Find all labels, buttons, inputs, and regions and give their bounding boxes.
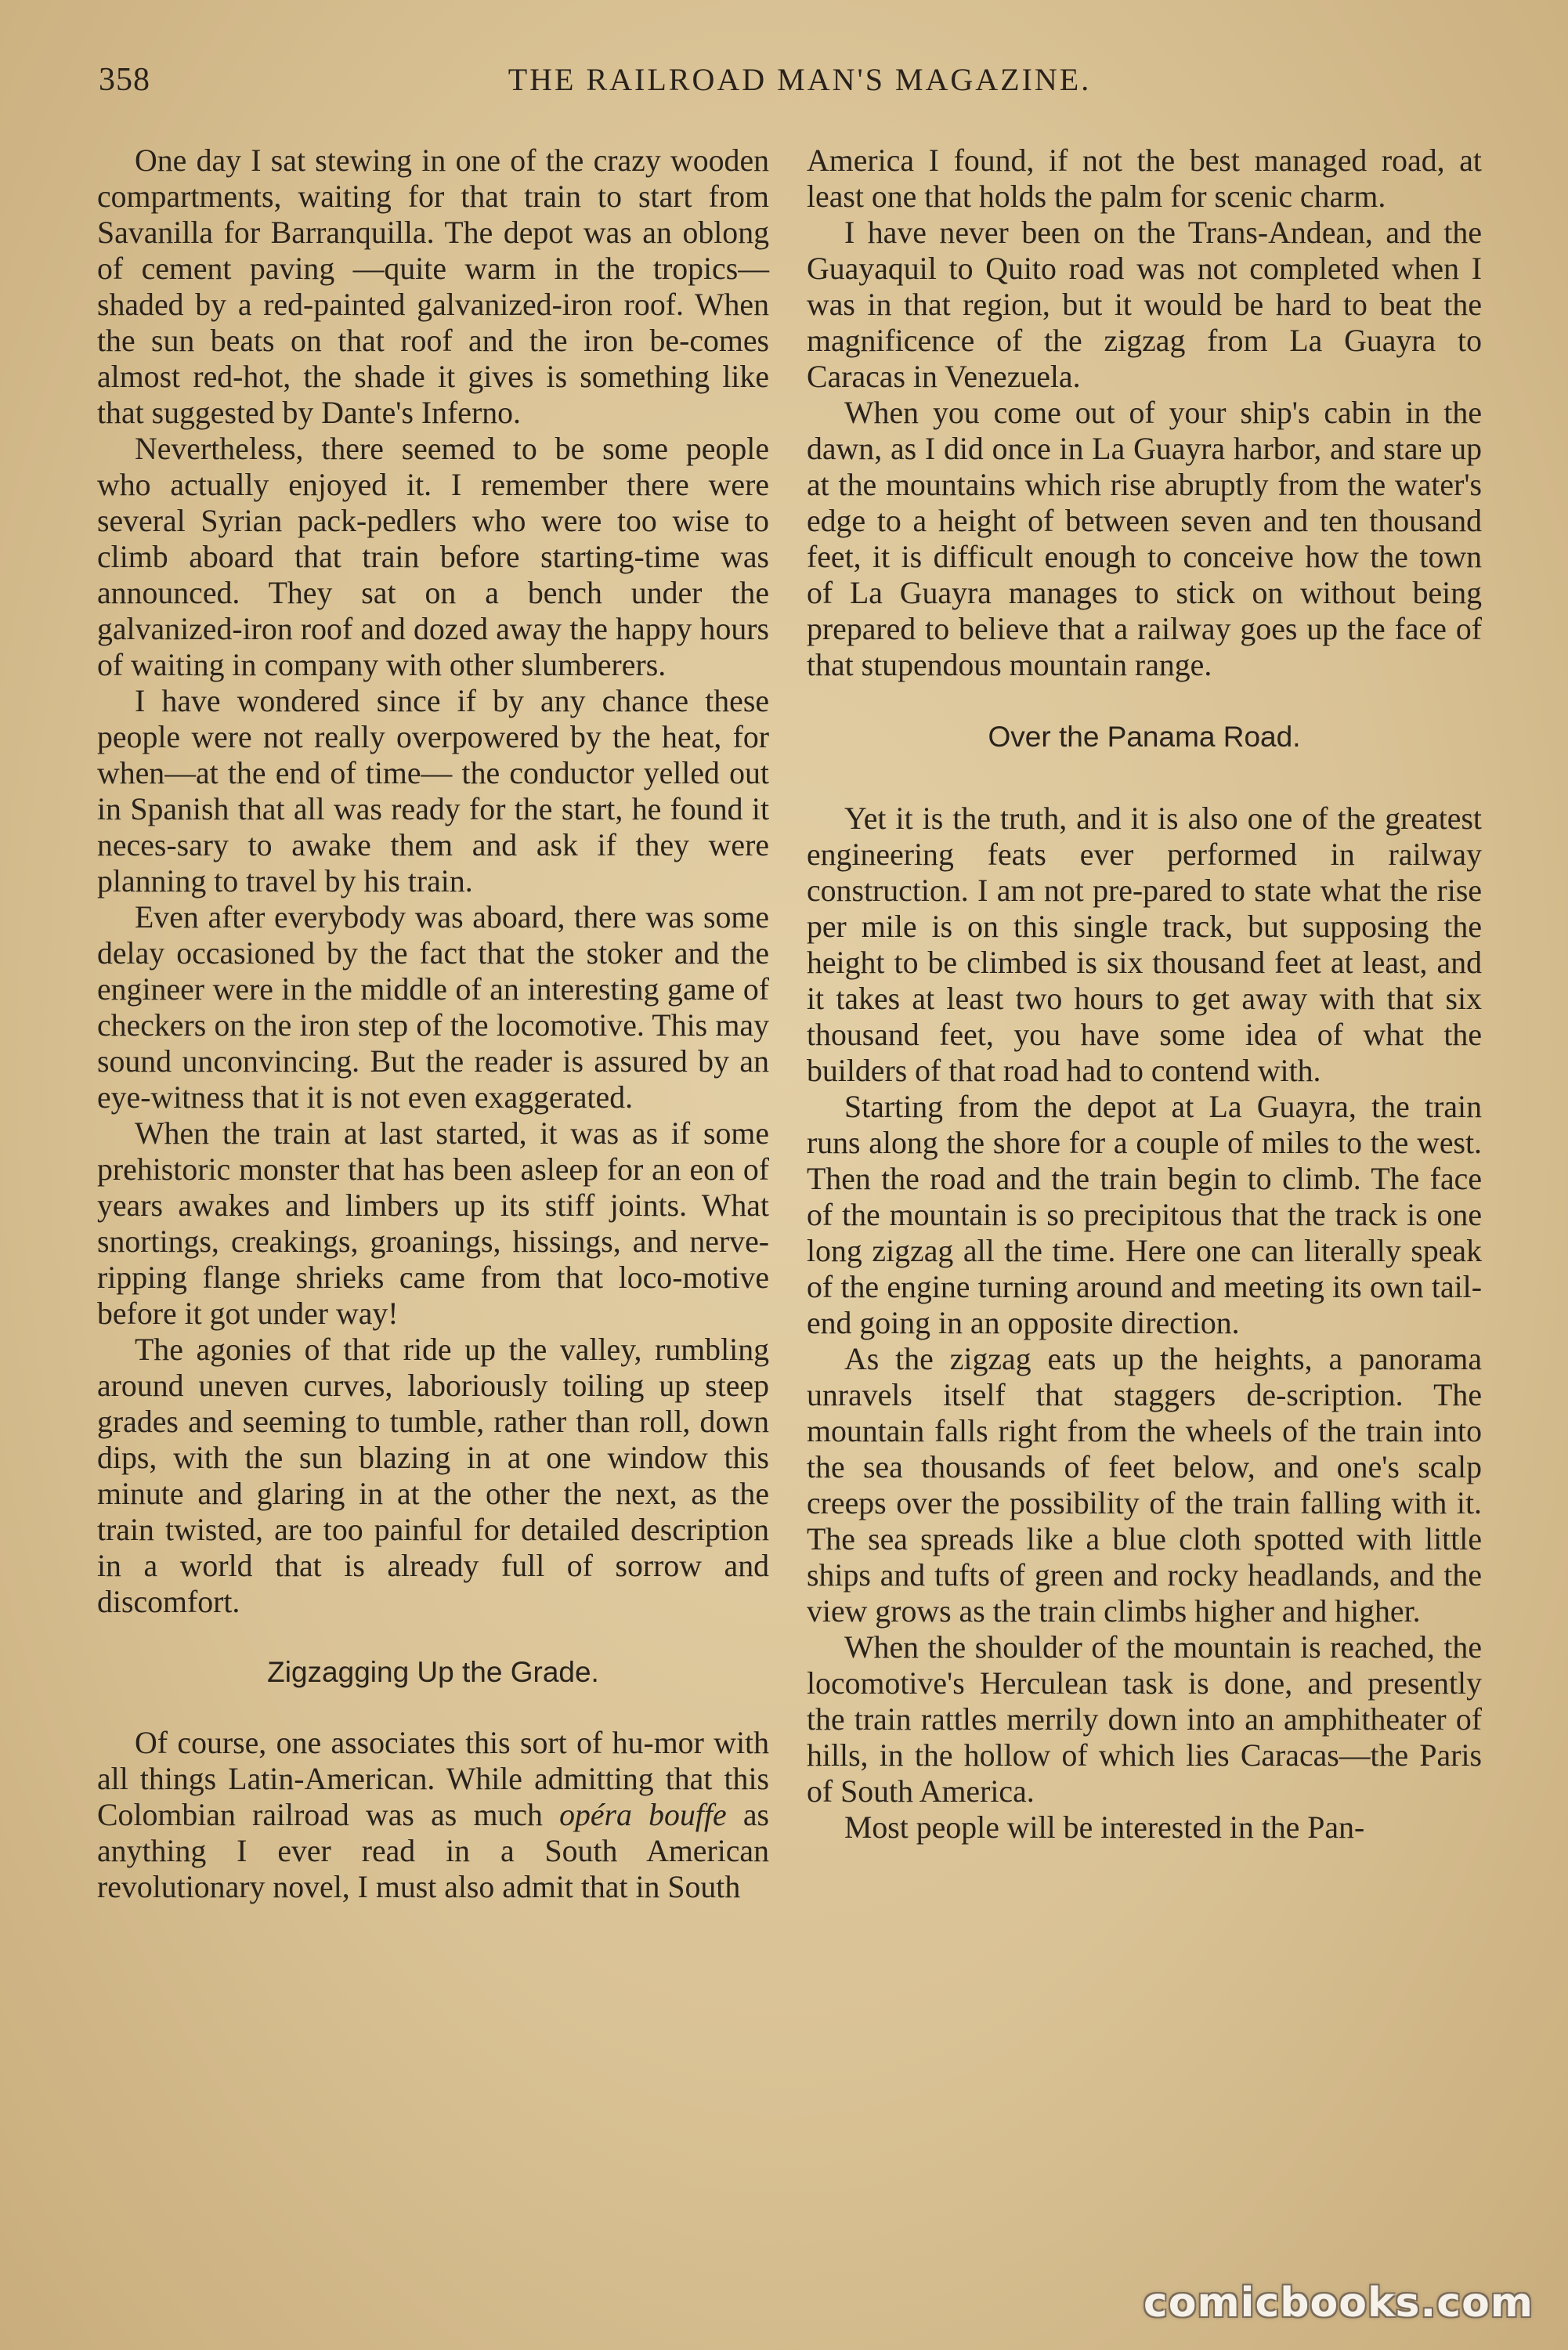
paragraph: America I found, if not the best managed road, at least one that holds the palm for scenic charm. [807, 143, 1482, 214]
italic-phrase: opéra bouffe [559, 1798, 727, 1832]
left-column [97, 143, 769, 1905]
watermark: comicbooks.com [1143, 2280, 1534, 2326]
paragraph: When the shoulder of the mountain is reached, the locomotive's Herculean task is done, and presently the train rattles merrily down into an amphitheater of hills, in the hollow of which lies Caracas—the Paris of South America. [807, 1630, 1482, 1809]
section-heading: Zigzagging Up the Grade. [267, 1656, 599, 1688]
paragraph: As the zigzag eats up the heights, a panorama unravels itself that staggers de-scription. The mountain falls right from the wheels of the train into the sea thousands of feet below, and one's scalp creeps over the possibility of the train falling with it. The sea spreads like a blue cloth spotted with little ships and tufts of green and rocky headlands, and the view grows as the train climbs higher and higher. [807, 1342, 1482, 1629]
paragraph: One day I sat stewing in one of the crazy wooden compartments, waiting for that train to start from Savanilla for Barranquilla. The depot was an oblong of cement paving —quite warm in the tropics—shaded by a red-painted galvanized-iron roof. When the sun beats on that roof and the iron be-comes almost red-hot, the shade it gives is something like that suggested by Dante's Inferno. [97, 143, 769, 430]
paragraph: Nevertheless, there seemed to be some people who actually enjoyed it. I remember there were several Syrian pack-pedlers who were too wise to climb aboard that train before starting-time was announced. They sat on a bench under the galvanized-iron roof and dozed away the happy hours of waiting in company with other slumberers. [97, 432, 769, 682]
paragraph: The agonies of that ride up the valley, rumbling around uneven curves, laboriously toiling up steep grades and seeming to tumble, rather than roll, down dips, with the sun blazing in at one window this minute and glaring in at the other the next, as the train twisted, are too painful for detailed description in a world that is already full of sorrow and discomfort. [97, 1332, 769, 1619]
running-title: THE RAILROAD MAN'S MAGAZINE. [508, 62, 1092, 97]
page-header [0, 61, 1568, 116]
paragraph: Yet it is the truth, and it is also one of the greatest engineering feats ever performed in railway construction. I am not pre-pared to state what the rise per mile is on this single track, but supposing the height to be climbed is six thousand feet at least, and it takes at least two hours to get away with that six thousand feet, you have some idea of what the builders of that road had to contend with. [807, 801, 1482, 1088]
paragraph: Even after everybody was aboard, there was some delay occasioned by the fact that the stoker and the engineer were in the middle of an interesting game of checkers on the iron step of the locomotive. This may sound unconvincing. But the reader is assured by an eye-witness that it is not even exaggerated. [97, 900, 769, 1115]
right-column [807, 143, 1482, 1846]
paragraph-text: Of course, one associates this sort of hu-mor with all things Latin-American. While admitting that this Colombian railroad was as much [97, 1726, 769, 1832]
paragraph: When the train at last started, it was as if some prehistoric monster that has been asleep for an eon of years awakes and limbers up its stiff joints. What snortings, creakings, groanings, hissings, and nerve-ripping flange shrieks came from that loco-motive before it got under way! [97, 1116, 769, 1331]
paragraph: Starting from the depot at La Guayra, the train runs along the shore for a couple of miles to the west. Then the road and the train begin to climb. The face of the mountain is so precipitous that the track is one long zigzag all the time. Here one can literally speak of the engine turning around and meeting its own tail-end going in an opposite direction. [807, 1090, 1482, 1340]
paragraph: Most people will be interested in the Pan- [844, 1810, 1365, 1845]
paragraph [97, 1725, 769, 1905]
paragraph-text: as anything I ever read in a South American revolutionary novel, I must also admit that in South [97, 1798, 769, 1904]
section-heading: Over the Panama Road. [988, 721, 1301, 753]
page-number: 358 [99, 62, 150, 98]
paragraph: I have wondered since if by any chance these people were not really overpowered by the heat, for when—at the end of time— the conductor yelled out in Spanish that all was ready for the start, he found it neces-sary to awake them and ask if they were planning to travel by his train. [97, 684, 769, 898]
paragraph: I have never been on the Trans-Andean, and the Guayaquil to Quito road was not completed when I was in that region, but it would be hard to beat the magnificence of the zigzag from La Guayra to Caracas in Venezuela. [807, 215, 1482, 394]
paragraph: When you come out of your ship's cabin in the dawn, as I did once in La Guayra harbor, and stare up at the mountains which rise abruptly from the water's edge to a height of between seven and ten thousand feet, it is difficult enough to conceive how the town of La Guayra manages to stick on without being prepared to believe that a railway goes up the face of that stupendous mountain range. [807, 396, 1482, 682]
